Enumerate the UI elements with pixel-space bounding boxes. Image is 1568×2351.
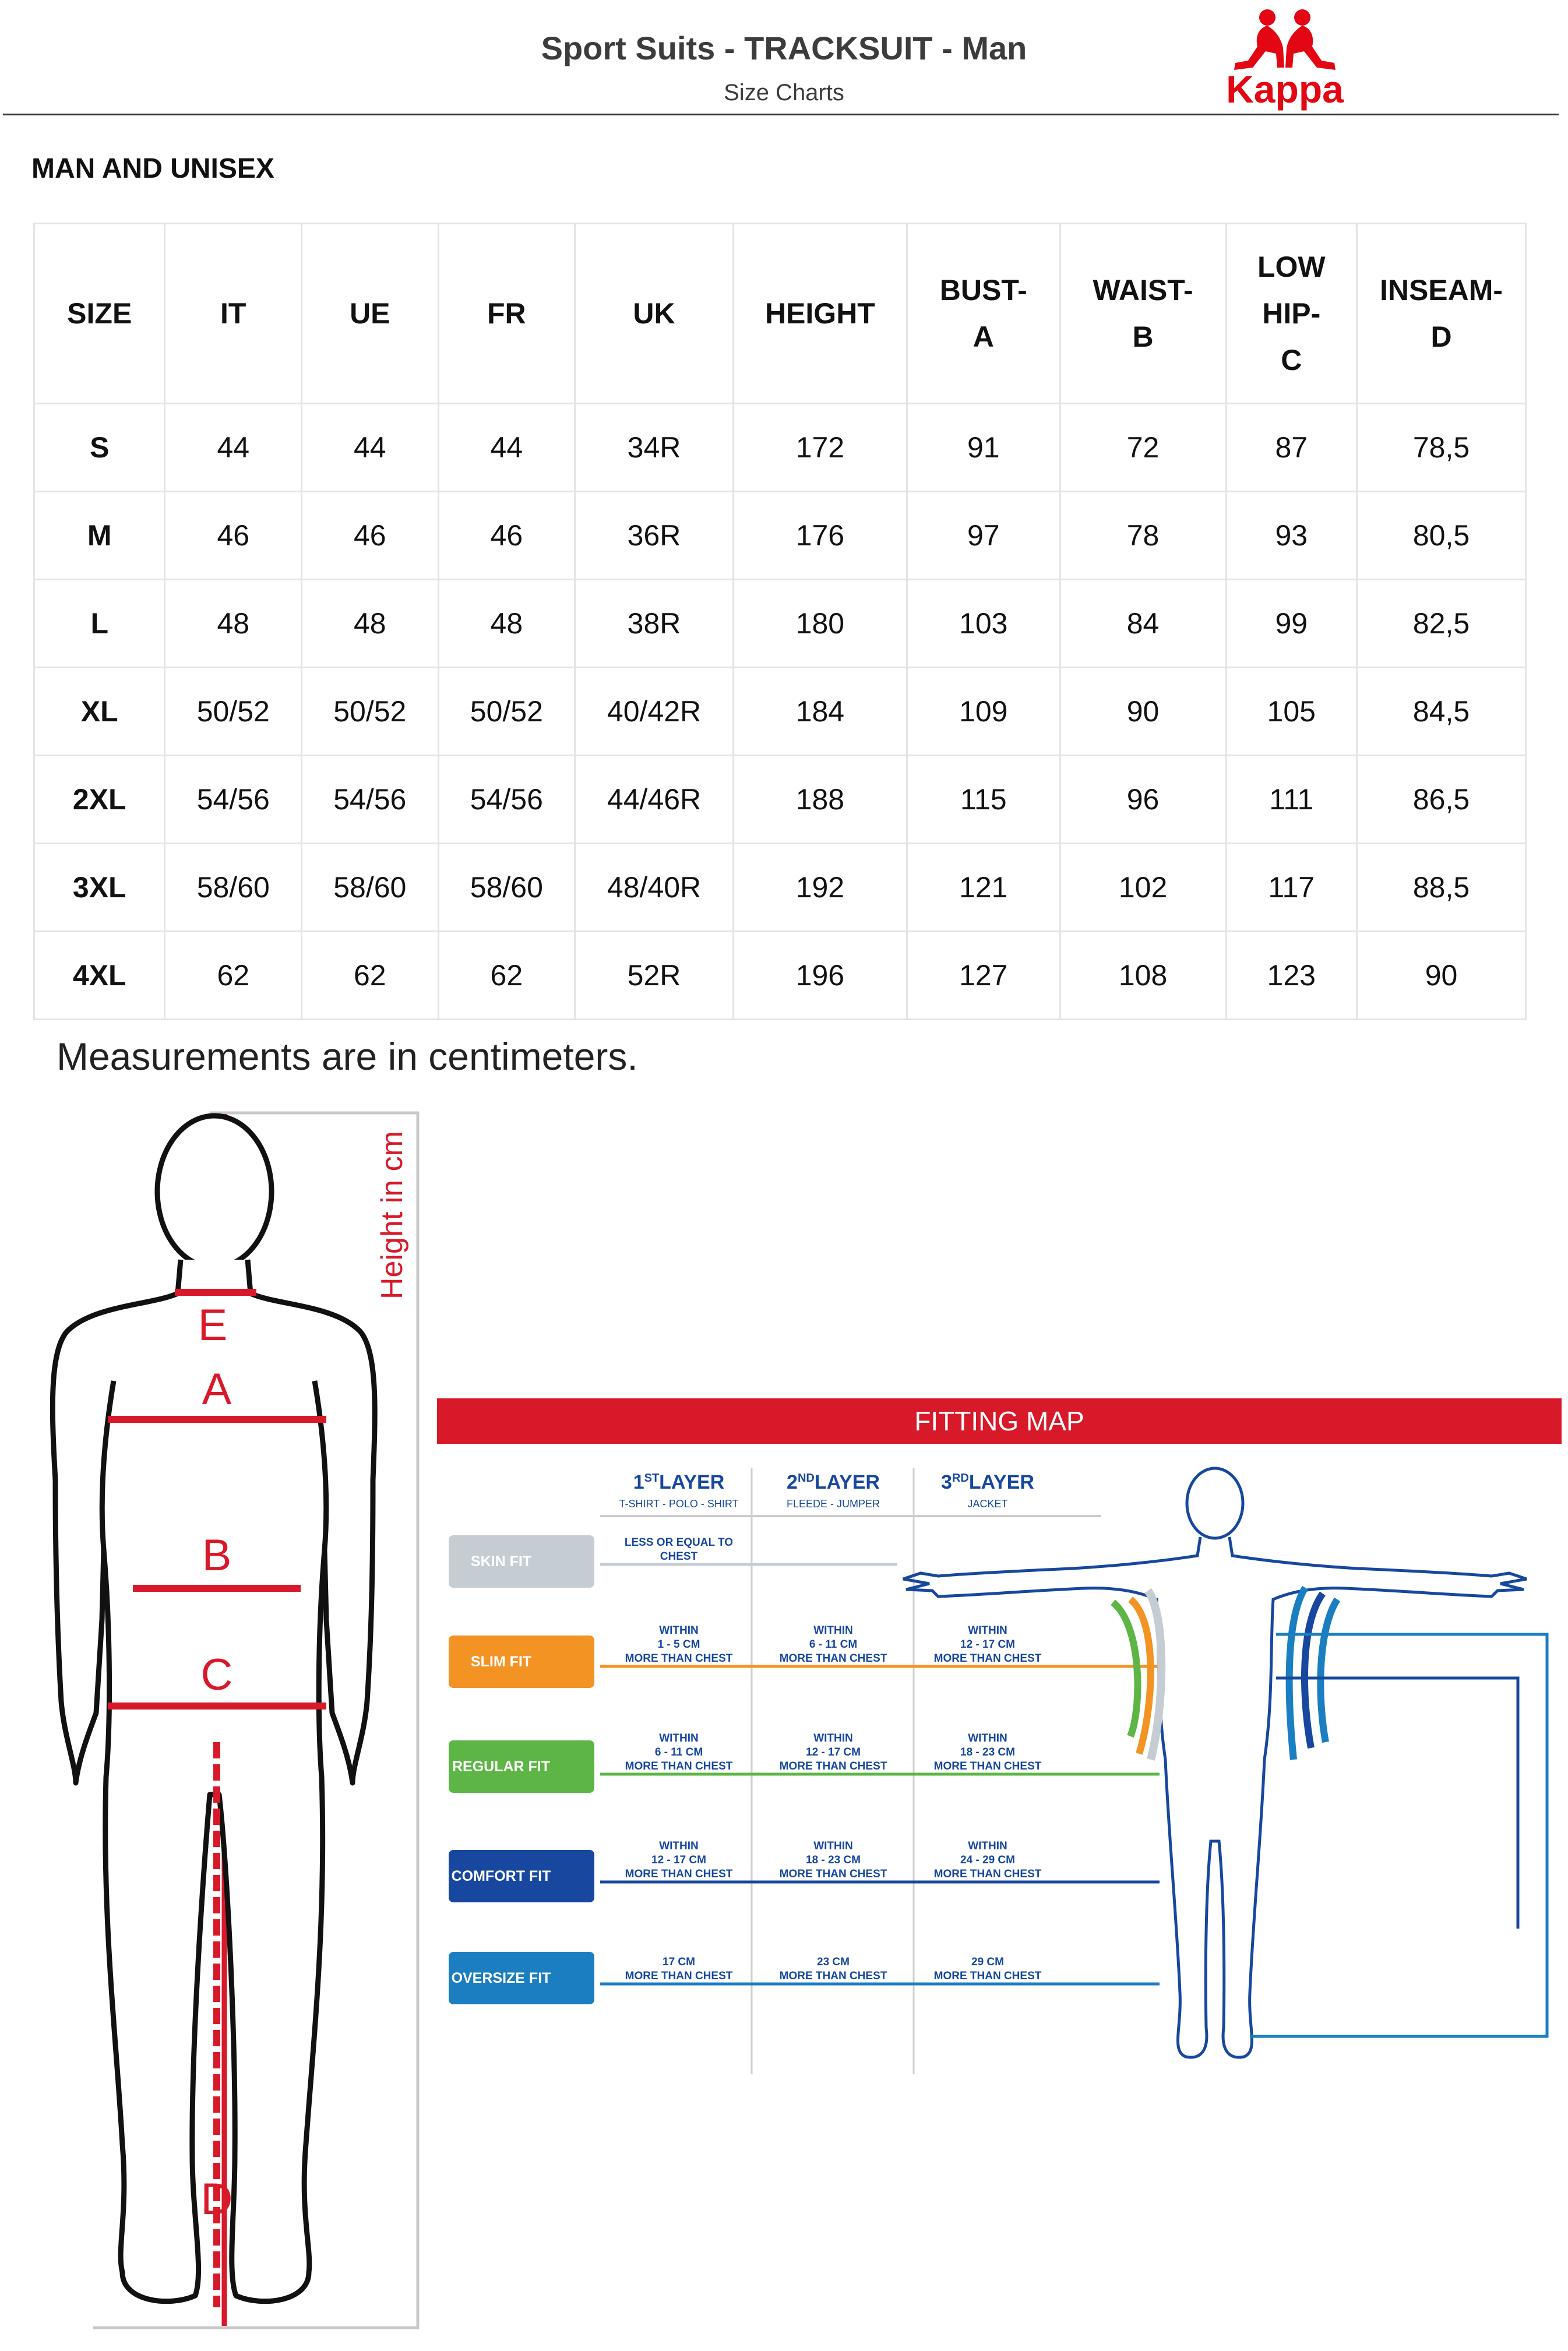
fit-cell-text: MORE THAN CHEST bbox=[625, 1760, 733, 1772]
size-label-cell: L bbox=[34, 580, 165, 668]
svg-text:JACKET: JACKET bbox=[967, 1498, 1008, 1510]
svg-text:2NDLAYER: 2NDLAYER bbox=[787, 1471, 880, 1493]
fit-cell-text: MORE THAN CHEST bbox=[933, 1760, 1042, 1772]
label-e: E bbox=[198, 1300, 228, 1350]
size-label-cell: 2XL bbox=[34, 756, 165, 844]
fit-cell-text: 18 - 23 CM bbox=[960, 1746, 1015, 1758]
table-cell: 52R bbox=[575, 932, 734, 1020]
column-header: LOW HIP- C bbox=[1226, 224, 1356, 404]
fit-cell-text: 12 - 17 CM bbox=[806, 1746, 861, 1758]
section-heading: MAN AND UNISEX bbox=[31, 153, 274, 184]
fit-cell-text: MORE THAN CHEST bbox=[933, 1868, 1042, 1880]
table-cell: 188 bbox=[733, 756, 907, 844]
table-cell: 54/56 bbox=[302, 756, 439, 844]
fit-cell-text: MORE THAN CHEST bbox=[625, 1868, 733, 1880]
neck-measure-e bbox=[175, 1289, 256, 1296]
table-cell: 102 bbox=[1060, 844, 1226, 932]
table-cell: 44 bbox=[302, 404, 439, 492]
table-cell: 48 bbox=[438, 580, 575, 668]
fit-row bbox=[449, 1840, 1160, 1902]
table-cell: 62 bbox=[165, 932, 302, 1020]
column-header: UK bbox=[575, 224, 734, 404]
table-cell: 62 bbox=[438, 932, 575, 1020]
table-cell: 172 bbox=[733, 404, 907, 492]
table-cell: 96 bbox=[1060, 756, 1226, 844]
figure-head bbox=[157, 1116, 272, 1267]
fit-cell-text: 18 - 23 CM bbox=[806, 1854, 861, 1866]
table-cell: 72 bbox=[1060, 404, 1226, 492]
fit-cell-text: 23 CM bbox=[817, 1956, 850, 1968]
fit-row bbox=[449, 1535, 897, 1588]
fit-label: OVERSIZE FIT bbox=[451, 1970, 551, 1986]
table-cell: 103 bbox=[907, 580, 1060, 668]
table-cell: 176 bbox=[733, 492, 907, 580]
table-cell: 62 bbox=[302, 932, 439, 1020]
column-header: SIZE bbox=[34, 224, 165, 404]
column-header: INSEAM- D bbox=[1357, 224, 1526, 404]
table-row bbox=[34, 404, 1526, 492]
table-cell: 184 bbox=[733, 668, 907, 756]
table-row bbox=[34, 580, 1526, 668]
table-row bbox=[34, 756, 1526, 844]
size-label-cell: 4XL bbox=[34, 932, 165, 1020]
fit-cell-text: WITHIN bbox=[968, 1732, 1007, 1744]
table-cell: 196 bbox=[733, 932, 907, 1020]
size-table bbox=[33, 223, 1527, 1020]
page-subtitle: Size Charts bbox=[724, 80, 844, 105]
fit-cell-text: 17 CM bbox=[663, 1956, 695, 1968]
fit-cell-text: WITHIN bbox=[659, 1840, 699, 1852]
fit-cell-text: MORE THAN CHEST bbox=[933, 1970, 1042, 1982]
table-cell: 46 bbox=[165, 492, 302, 580]
table-cell: 50/52 bbox=[438, 668, 575, 756]
table-cell: 180 bbox=[733, 580, 907, 668]
table-cell: 58/60 bbox=[438, 844, 575, 932]
brand-wordmark: Kappa bbox=[1226, 68, 1344, 111]
table-cell: 127 bbox=[907, 932, 1060, 1020]
fit-label: SLIM FIT bbox=[470, 1654, 532, 1670]
fit-cell-text: LESS OR EQUAL TO bbox=[624, 1536, 734, 1549]
table-cell: 115 bbox=[907, 756, 1060, 844]
fit-cell-text: MORE THAN CHEST bbox=[779, 1970, 887, 1982]
height-label: Height in cm bbox=[375, 1131, 409, 1299]
table-cell: 84,5 bbox=[1357, 668, 1526, 756]
table-row bbox=[34, 932, 1526, 1020]
fit-label: COMFORT FIT bbox=[451, 1868, 551, 1884]
table-cell: 109 bbox=[907, 668, 1060, 756]
table-cell: 121 bbox=[907, 844, 1060, 932]
page-title: Sport Suits - TRACKSUIT - Man bbox=[541, 30, 1027, 66]
fit-cell-text: MORE THAN CHEST bbox=[779, 1760, 887, 1772]
table-row bbox=[34, 492, 1526, 580]
fit-label: REGULAR FIT bbox=[452, 1758, 551, 1775]
table-cell: 78,5 bbox=[1357, 404, 1526, 492]
fit-cell-text: WITHIN bbox=[659, 1624, 699, 1637]
kappa-logo bbox=[1212, 5, 1358, 111]
table-cell: 123 bbox=[1226, 932, 1356, 1020]
table-cell: 97 bbox=[907, 492, 1060, 580]
column-header: IT bbox=[165, 224, 302, 404]
table-cell: 46 bbox=[302, 492, 439, 580]
fit-cell-text: MORE THAN CHEST bbox=[933, 1652, 1042, 1665]
header-divider bbox=[3, 114, 1559, 115]
fit-cell-text: WITHIN bbox=[968, 1624, 1007, 1637]
layer-header-3 bbox=[941, 1471, 1034, 1510]
column-header: FR bbox=[438, 224, 575, 404]
svg-text:1STLAYER: 1STLAYER bbox=[633, 1471, 725, 1493]
fit-cell-text: MORE THAN CHEST bbox=[625, 1652, 733, 1665]
table-cell: 93 bbox=[1226, 492, 1356, 580]
table-row bbox=[34, 844, 1526, 932]
table-cell: 50/52 bbox=[302, 668, 439, 756]
size-label-cell: XL bbox=[34, 668, 165, 756]
fitting-map bbox=[437, 1398, 1562, 2098]
table-cell: 58/60 bbox=[165, 844, 302, 932]
fit-cell-text: 6 - 11 CM bbox=[809, 1638, 858, 1651]
fit-label: SKIN FIT bbox=[470, 1553, 532, 1570]
table-cell: 78 bbox=[1060, 492, 1226, 580]
table-row bbox=[34, 668, 1526, 756]
size-label-cell: S bbox=[34, 404, 165, 492]
fit-cell-text: WITHIN bbox=[813, 1840, 853, 1852]
svg-text:FLEEDE - JUMPER: FLEEDE - JUMPER bbox=[786, 1498, 880, 1510]
fit-cell-text: MORE THAN CHEST bbox=[779, 1652, 887, 1665]
table-cell: 91 bbox=[907, 404, 1060, 492]
table-cell: 111 bbox=[1226, 756, 1356, 844]
label-d: D bbox=[200, 2174, 233, 2224]
table-cell: 105 bbox=[1226, 668, 1356, 756]
fitting-map-title: FITTING MAP bbox=[914, 1406, 1084, 1436]
fit-cell-text: 1 - 5 CM bbox=[657, 1638, 700, 1651]
svg-text:3RDLAYER: 3RDLAYER bbox=[941, 1471, 1034, 1493]
layer-header-1 bbox=[619, 1471, 738, 1510]
fit-cell-text: WITHIN bbox=[968, 1840, 1007, 1852]
table-cell: 117 bbox=[1226, 844, 1356, 932]
table-cell: 192 bbox=[733, 844, 907, 932]
table-cell: 58/60 bbox=[302, 844, 439, 932]
table-cell: 90 bbox=[1357, 932, 1526, 1020]
table-cell: 38R bbox=[575, 580, 734, 668]
fit-cell-text: 24 - 29 CM bbox=[960, 1854, 1015, 1866]
table-cell: 34R bbox=[575, 404, 734, 492]
column-header: HEIGHT bbox=[733, 224, 907, 404]
table-cell: 54/56 bbox=[165, 756, 302, 844]
fit-cell-text: 29 CM bbox=[971, 1956, 1004, 1968]
fit-cell-text: WITHIN bbox=[813, 1732, 853, 1744]
table-cell: 87 bbox=[1226, 404, 1356, 492]
table-cell: 44 bbox=[165, 404, 302, 492]
fit-row bbox=[449, 1732, 1160, 1793]
table-cell: 50/52 bbox=[165, 668, 302, 756]
fit-row bbox=[449, 1952, 1160, 2004]
table-cell: 44/46R bbox=[575, 756, 734, 844]
table-cell: 88,5 bbox=[1357, 844, 1526, 932]
fit-cell-text: CHEST bbox=[660, 1550, 698, 1563]
layer-header-2 bbox=[787, 1471, 880, 1510]
fit-cell-text: 12 - 17 CM bbox=[651, 1854, 706, 1866]
column-header: UE bbox=[302, 224, 439, 404]
fit-cell-text: 12 - 17 CM bbox=[960, 1638, 1015, 1651]
size-label-cell: 3XL bbox=[34, 844, 165, 932]
table-cell: 48 bbox=[302, 580, 439, 668]
body-measurement-diagram bbox=[35, 1107, 454, 2336]
table-cell: 48 bbox=[165, 580, 302, 668]
fit-cell-text: WITHIN bbox=[813, 1624, 853, 1637]
table-header-row bbox=[34, 224, 1526, 404]
table-cell: 36R bbox=[575, 492, 734, 580]
table-cell: 99 bbox=[1226, 580, 1356, 668]
waist-measure-b bbox=[133, 1585, 301, 1592]
label-c: C bbox=[200, 1650, 233, 1700]
fit-row bbox=[449, 1624, 1160, 1688]
fit-cell-text: MORE THAN CHEST bbox=[625, 1970, 733, 1982]
table-cell: 40/42R bbox=[575, 668, 734, 756]
fit-cell-text: MORE THAN CHEST bbox=[779, 1868, 887, 1880]
size-label-cell: M bbox=[34, 492, 165, 580]
label-a: A bbox=[202, 1365, 232, 1414]
column-header: BUST- A bbox=[907, 224, 1060, 404]
column-header: WAIST- B bbox=[1060, 224, 1226, 404]
table-cell: 108 bbox=[1060, 932, 1226, 1020]
label-b: B bbox=[202, 1531, 232, 1580]
table-cell: 54/56 bbox=[438, 756, 575, 844]
table-cell: 80,5 bbox=[1357, 492, 1526, 580]
hip-measure-c bbox=[108, 1703, 326, 1710]
measurement-note: Measurements are in centimeters. bbox=[57, 1035, 638, 1078]
fit-cell-text: 6 - 11 CM bbox=[654, 1746, 703, 1758]
table-cell: 90 bbox=[1060, 668, 1226, 756]
table-cell: 46 bbox=[438, 492, 575, 580]
table-cell: 82,5 bbox=[1357, 580, 1526, 668]
bust-measure-a bbox=[108, 1416, 326, 1423]
table-body bbox=[34, 404, 1526, 1020]
table-cell: 44 bbox=[438, 404, 575, 492]
table-cell: 86,5 bbox=[1357, 756, 1526, 844]
svg-text:T-SHIRT - POLO - SHIRT: T-SHIRT - POLO - SHIRT bbox=[619, 1498, 739, 1510]
fit-cell-text: WITHIN bbox=[659, 1732, 699, 1744]
table-cell: 48/40R bbox=[575, 844, 734, 932]
table-cell: 84 bbox=[1060, 580, 1226, 668]
